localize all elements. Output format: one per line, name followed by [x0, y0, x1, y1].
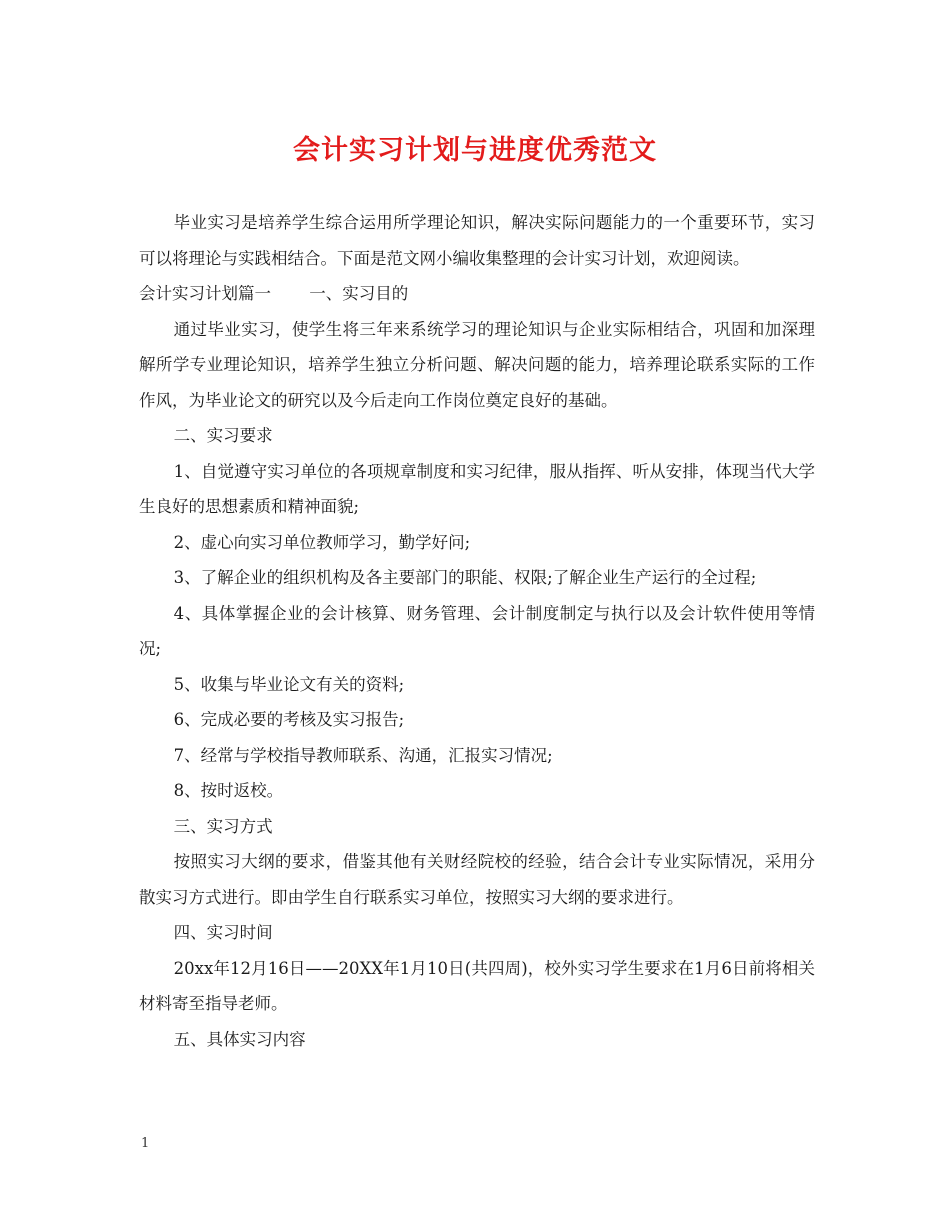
requirement-item: 8、按时返校。: [173, 781, 284, 800]
requirement-item: 7、经常与学校指导教师联系、沟通，汇报实习情况;: [173, 745, 553, 765]
document-body: [139, 205, 815, 1057]
section-heading-requirements: 二、实习要求: [173, 426, 273, 445]
intro-paragraph: 毕业实习是培养学生综合运用所学理论知识，解决实际问题能力的一个重要环节，实习可以将理论与实践相结合。下面是范文网小编收集整理的会计实习计划，欢迎阅读。: [139, 213, 815, 268]
section-heading-plan-one: 会计实习计划篇一 一、实习目的: [139, 284, 409, 303]
section-heading-content: 五、具体实习内容: [173, 1029, 306, 1049]
requirement-item: 6、完成必要的考核及实习报告;: [173, 710, 405, 729]
time-paragraph: 20xx年12月16日——20XX年1月10日(共四周)，校外实习学生要求在1月6日前将相关材料寄至指导老师。: [139, 958, 815, 1013]
requirement-item: 5、收集与毕业论文有关的资料;: [173, 674, 405, 694]
purpose-paragraph: 通过毕业实习，使学生将三年来系统学习的理论知识与企业实际相结合，巩固和加深理解所学专业理论知识，培养学生独立分析问题、解决问题的能力，培养理论联系实际的工作作风，为毕业论文的研究以及今后走向工作岗位奠定良好的基础。: [139, 319, 815, 410]
requirement-item: 2、虚心向实习单位教师学习，勤学好问;: [173, 532, 471, 552]
document-title: 会计实习计划与进度优秀范文: [293, 135, 657, 166]
requirement-item: 1、自觉遵守实习单位的各项规章制度和实习纪律，服从指挥、听从安排，体现当代大学生良好的思想素质和精神面貌;: [139, 461, 815, 516]
requirement-item: 4、具体掌握企业的会计核算、财务管理、会计制度制定与执行以及会计软件使用等情况;: [139, 603, 815, 658]
method-paragraph: 按照实习大纲的要求，借鉴其他有关财经院校的经验，结合会计专业实际情况，采用分散实习方式进行。即由学生自行联系实习单位，按照实习大纲的要求进行。: [139, 852, 815, 907]
page-number: 1: [141, 1136, 150, 1151]
section-heading-time: 四、实习时间: [173, 923, 273, 942]
section-heading-method: 三、实习方式: [173, 816, 273, 836]
requirement-item: 3、了解企业的组织机构及各主要部门的职能、权限;了解企业生产运行的全过程;: [173, 568, 757, 587]
